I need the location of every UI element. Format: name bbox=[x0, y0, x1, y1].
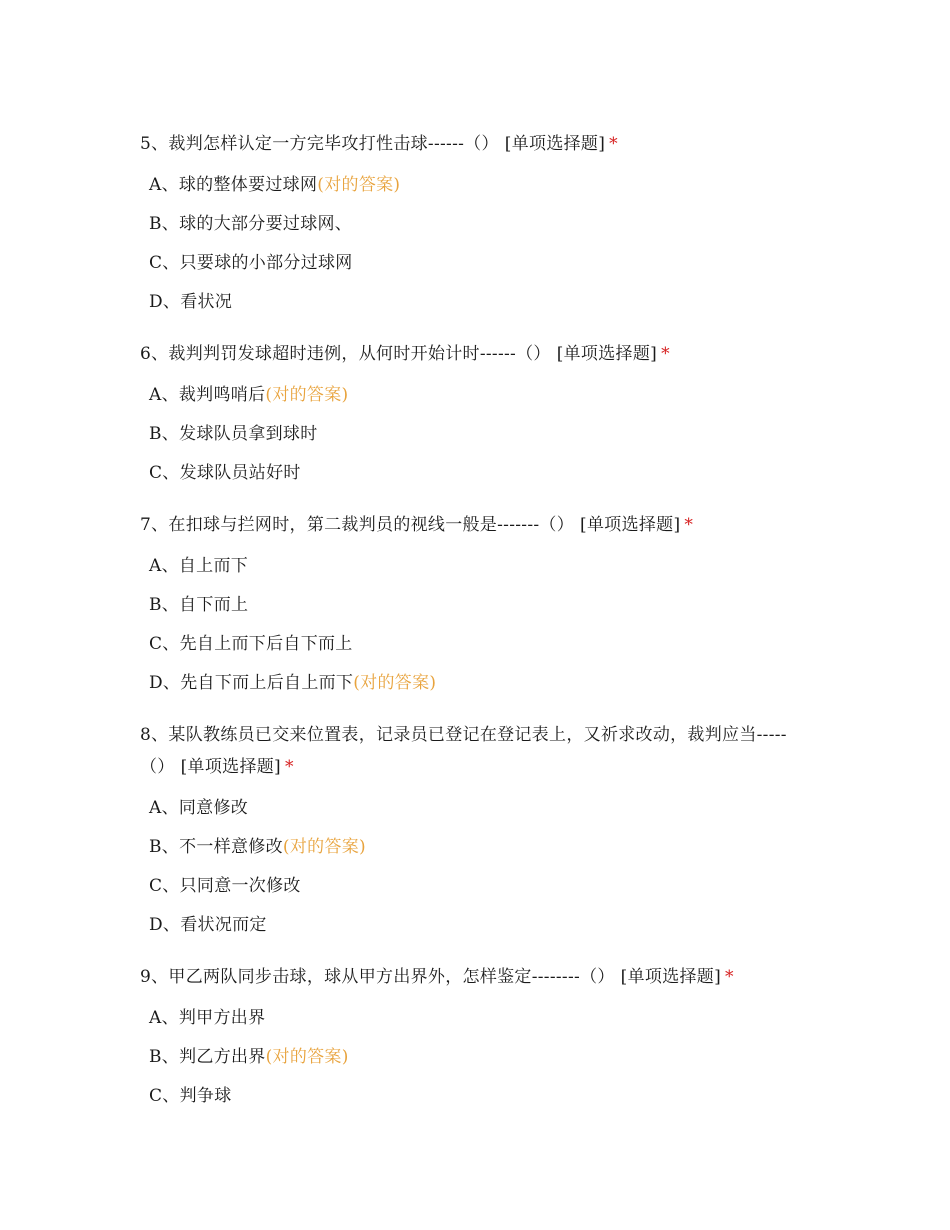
option-a[interactable] bbox=[140, 789, 800, 828]
option-c[interactable] bbox=[140, 454, 800, 493]
option-list bbox=[140, 547, 800, 703]
option-label: C、发球队员站好时 bbox=[149, 463, 301, 483]
option-b[interactable] bbox=[140, 1038, 800, 1077]
option-a[interactable] bbox=[140, 166, 800, 205]
option-label: B、自下而上 bbox=[149, 595, 249, 615]
option-b[interactable] bbox=[140, 586, 800, 625]
option-label: B、球的大部分要过球网、 bbox=[149, 214, 353, 234]
option-c[interactable] bbox=[140, 625, 800, 664]
question-title bbox=[140, 338, 800, 370]
question-text: 6、裁判判罚发球超时违例，从何时开始计时------（） bbox=[140, 344, 551, 364]
option-label: B、不一样意修改 bbox=[149, 837, 283, 857]
option-a[interactable] bbox=[140, 376, 800, 415]
correct-answer-mark: (对的答案) bbox=[282, 837, 366, 857]
question-7 bbox=[140, 509, 800, 703]
required-asterisk: * bbox=[661, 344, 670, 364]
option-c[interactable] bbox=[140, 1077, 800, 1116]
option-label: B、发球队员拿到球时 bbox=[149, 424, 318, 444]
question-text: 9、甲乙两队同步击球，球从甲方出界外，怎样鉴定--------（） bbox=[140, 967, 615, 987]
question-type-tag: [单项选择题] bbox=[620, 967, 722, 987]
question-type-tag: [单项选择题] bbox=[180, 757, 281, 777]
required-asterisk: * bbox=[684, 515, 694, 535]
required-asterisk: * bbox=[284, 757, 294, 777]
correct-answer-mark: (对的答案) bbox=[317, 175, 401, 195]
option-label: C、先自上而下后自下而上 bbox=[149, 634, 353, 654]
option-b[interactable] bbox=[140, 415, 800, 454]
question-8 bbox=[140, 719, 800, 945]
correct-answer-mark: (对的答案) bbox=[265, 385, 349, 405]
option-d[interactable] bbox=[140, 283, 800, 322]
question-6 bbox=[140, 338, 800, 493]
option-b[interactable] bbox=[140, 828, 800, 867]
option-label: A、同意修改 bbox=[149, 798, 249, 818]
option-label: C、判争球 bbox=[149, 1086, 232, 1106]
option-a[interactable] bbox=[140, 547, 800, 586]
option-b[interactable] bbox=[140, 205, 800, 244]
option-label: C、只同意一次修改 bbox=[149, 876, 301, 896]
question-type-tag: [单项选择题] bbox=[556, 344, 658, 364]
question-9 bbox=[140, 961, 800, 1116]
question-title bbox=[140, 128, 800, 160]
option-label: A、判甲方出界 bbox=[149, 1008, 266, 1028]
option-a[interactable] bbox=[140, 999, 800, 1038]
question-title bbox=[140, 509, 800, 541]
question-title bbox=[140, 961, 800, 993]
option-label: D、先自下而上后自上而下 bbox=[149, 673, 354, 693]
option-c[interactable] bbox=[140, 244, 800, 283]
question-type-tag: [单项选择题] bbox=[504, 134, 606, 154]
question-5 bbox=[140, 128, 800, 322]
option-list bbox=[140, 999, 800, 1116]
question-text: 7、在扣球与拦网时，第二裁判员的视线一般是-------（） bbox=[140, 515, 575, 535]
option-label: B、判乙方出界 bbox=[149, 1047, 266, 1067]
required-asterisk: * bbox=[725, 967, 734, 987]
option-d[interactable] bbox=[140, 664, 800, 703]
option-d[interactable] bbox=[140, 906, 800, 945]
option-list bbox=[140, 376, 800, 493]
question-type-tag: [单项选择题] bbox=[580, 515, 681, 535]
option-c[interactable] bbox=[140, 867, 800, 906]
option-label: D、看状况 bbox=[149, 292, 233, 312]
question-title bbox=[140, 719, 800, 783]
correct-answer-mark: (对的答案) bbox=[353, 673, 437, 693]
option-label: C、只要球的小部分过球网 bbox=[149, 253, 353, 273]
option-label: A、球的整体要过球网 bbox=[149, 175, 318, 195]
question-text: 5、裁判怎样认定一方完毕攻打性击球------（） bbox=[140, 134, 499, 154]
option-label: A、自上而下 bbox=[149, 556, 249, 576]
correct-answer-mark: (对的答案) bbox=[265, 1047, 349, 1067]
required-asterisk: * bbox=[609, 134, 618, 154]
option-label: A、裁判鸣哨后 bbox=[149, 385, 266, 405]
option-list bbox=[140, 166, 800, 322]
option-label: D、看状况而定 bbox=[149, 915, 267, 935]
option-list bbox=[140, 789, 800, 945]
question-text: 8、某队教练员已交来位置表，记录员已登记在登记表上，又祈求改动，裁判应当-----（） bbox=[140, 725, 787, 777]
